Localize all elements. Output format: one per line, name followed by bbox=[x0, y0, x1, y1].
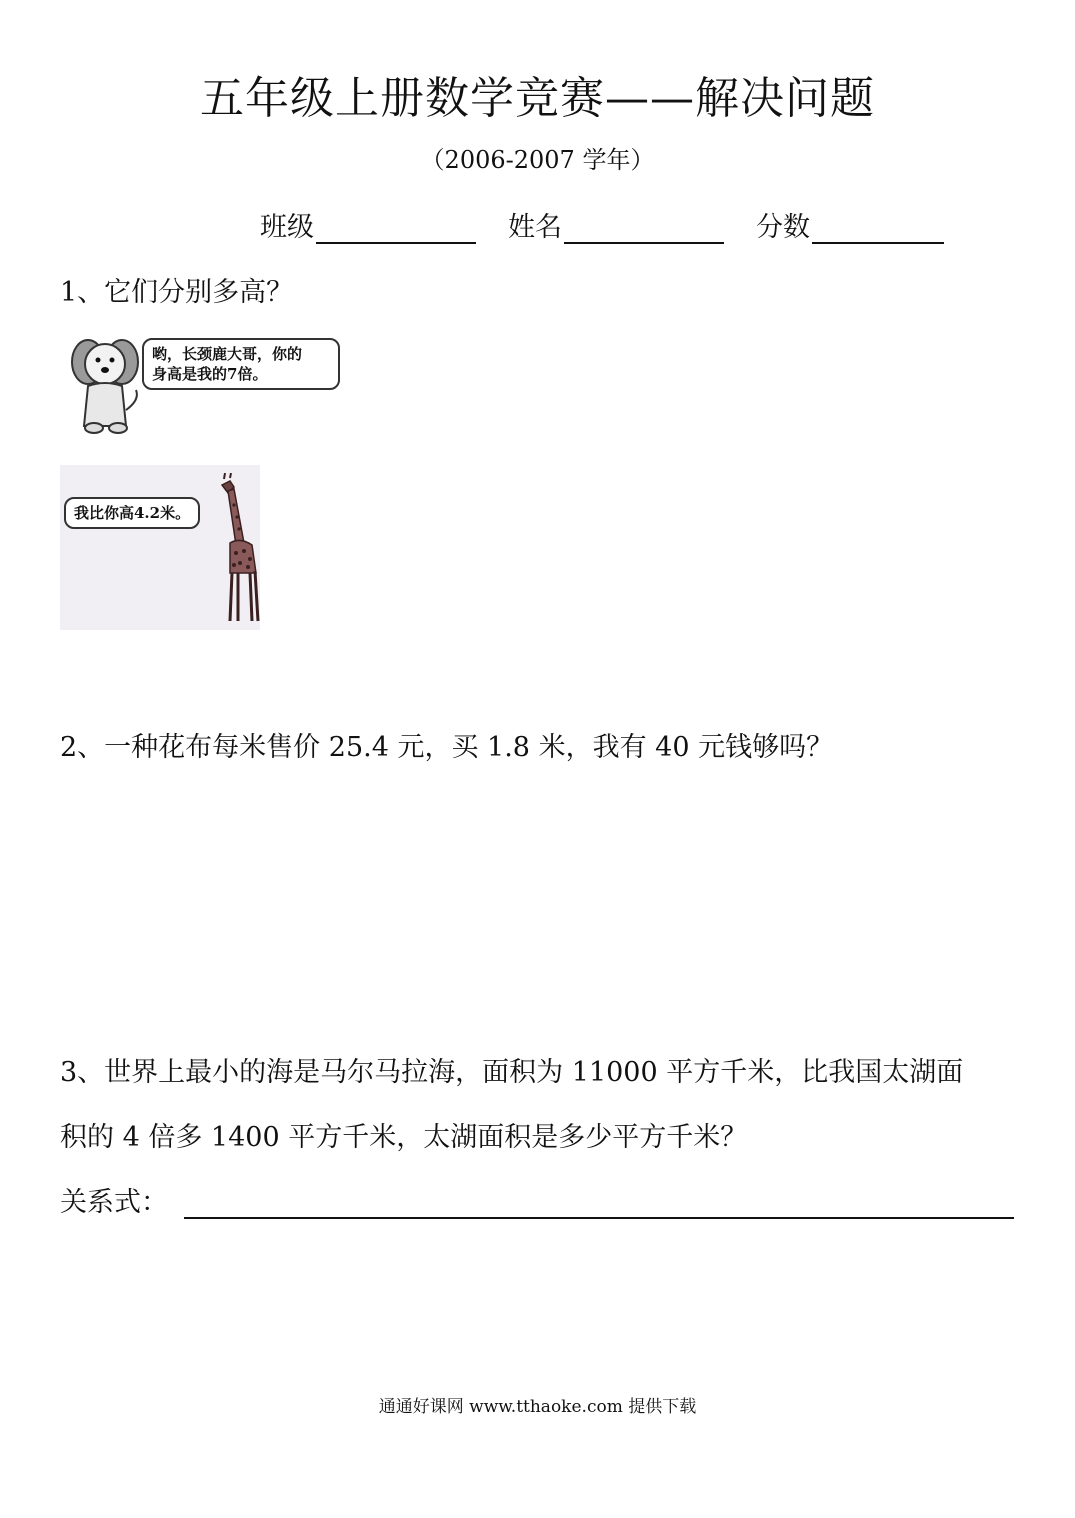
class-field[interactable] bbox=[260, 205, 476, 244]
footer-credit: 通通好课网 www.tthaoke.com 提供下载 bbox=[378, 1397, 697, 1417]
dog-icon bbox=[60, 330, 150, 435]
giraffe-illustration bbox=[60, 465, 260, 630]
question-3-line-1: 3、世界上最小的海是马尔马拉海，面积为 11000 平方千米，比我国太湖面 bbox=[60, 1057, 964, 1088]
dog-speech-line-1: 哟，长颈鹿大哥，你的 bbox=[152, 345, 303, 363]
dog-illustration bbox=[60, 330, 350, 440]
class-blank[interactable] bbox=[316, 214, 476, 244]
question-3-line-2: 积的 4 倍多 1400 平方千米，太湖面积是多少平方千米？ bbox=[60, 1122, 748, 1153]
relation-field[interactable] bbox=[60, 1180, 1014, 1219]
dog-speech-line-2: 身高是我的7倍。 bbox=[152, 365, 268, 383]
page-title: 五年级上册数学竞赛——解决问题 bbox=[200, 73, 875, 124]
score-label: 分数 bbox=[756, 212, 810, 243]
giraffe-speech-text: 我比你高4.2米。 bbox=[74, 504, 191, 522]
school-year: （2006-2007 学年） bbox=[420, 146, 655, 174]
relation-blank[interactable] bbox=[184, 1189, 1014, 1219]
relation-label: 关系式： bbox=[60, 1187, 168, 1218]
dog-speech-bubble bbox=[142, 338, 340, 390]
question-2: 2、一种花布每米售价 25.4 元，买 1.8 米，我有 40 元钱够吗？ bbox=[60, 732, 834, 763]
giraffe-icon bbox=[200, 473, 270, 628]
score-field[interactable] bbox=[756, 205, 944, 244]
name-label: 姓名 bbox=[508, 212, 562, 243]
score-blank[interactable] bbox=[812, 214, 944, 244]
giraffe-speech-bubble bbox=[64, 497, 200, 529]
class-label: 班级 bbox=[260, 212, 314, 243]
name-field[interactable] bbox=[508, 205, 724, 244]
question-1: 1、它们分别多高？ bbox=[60, 277, 294, 308]
name-blank[interactable] bbox=[564, 214, 724, 244]
